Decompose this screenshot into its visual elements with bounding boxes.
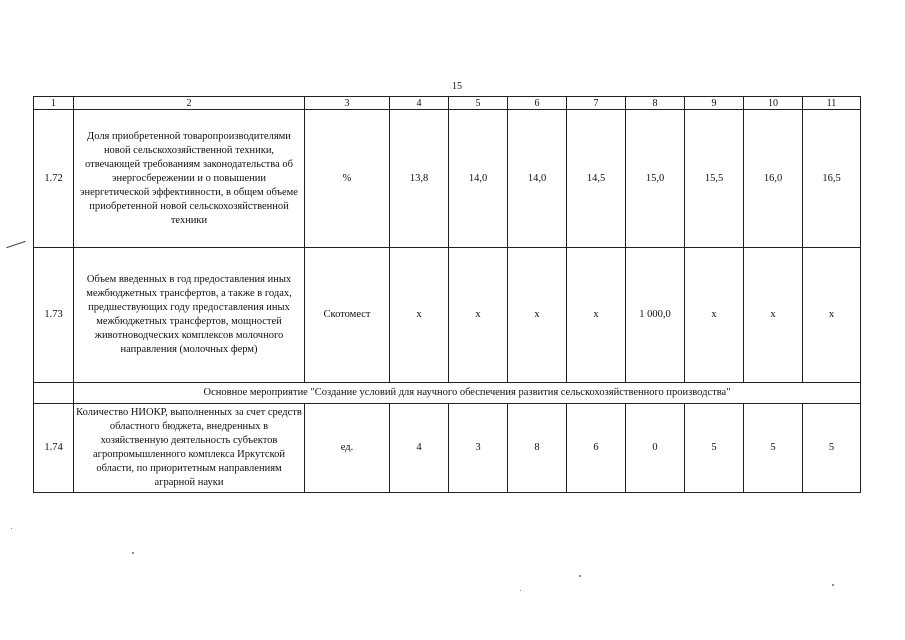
row-number: 1.73 (34, 248, 74, 383)
scan-speck (11, 528, 12, 529)
page-number: 15 (452, 81, 462, 92)
value-cell: 15,0 (626, 110, 685, 248)
unit-cell: ед. (305, 404, 390, 493)
value-cell: 5 (685, 404, 744, 493)
indicator-name: Количество НИОКР, выполненных за счет средств областного бюджета, внедренных в хозяйственную деятельность субъектов агропромышленного комплекса Иркутской области, по приоритетным направлениям аграрной науки (74, 404, 305, 493)
value-cell: 16,0 (744, 110, 803, 248)
indicator-name: Доля приобретенной товаропроизводителями новой сельскохозяйственной техники, отвечающей требованиям законодательства об энергосбережении и о повышении энергетической эффективности, в общем объеме приобретенной новой сельскохозяйственной техники (74, 110, 305, 248)
row-number: 1.72 (34, 110, 74, 248)
value-cell: х (508, 248, 567, 383)
value-cell: 4 (390, 404, 449, 493)
value-cell: 14,0 (508, 110, 567, 248)
header-cell: 3 (305, 97, 390, 110)
table-row (34, 248, 861, 383)
value-cell: х (803, 248, 861, 383)
indicators-table (33, 96, 861, 493)
header-cell: 6 (508, 97, 567, 110)
value-cell: 8 (508, 404, 567, 493)
scan-speck (832, 584, 834, 586)
value-cell: 5 (744, 404, 803, 493)
header-cell: 1 (34, 97, 74, 110)
scan-speck (579, 575, 581, 577)
value-cell: 1 000,0 (626, 248, 685, 383)
header-cell: 9 (685, 97, 744, 110)
scan-speck (132, 552, 134, 554)
header-cell: 10 (744, 97, 803, 110)
value-cell: 0 (626, 404, 685, 493)
header-cell: 4 (390, 97, 449, 110)
value-cell: х (449, 248, 508, 383)
indicator-name: Объем введенных в год предоставления иных межбюджетных трансфертов, а также в годах, предшествующих году предоставления иных межбюджетных трансфертов, мощностей животноводческих комплексов молочного направления (молочных ферм) (74, 248, 305, 383)
row-number: 1.74 (34, 404, 74, 493)
value-cell: 15,5 (685, 110, 744, 248)
unit-cell: % (305, 110, 390, 248)
table-row (34, 404, 861, 493)
section-title: Основное мероприятие "Создание условий для научного обеспечения развития сельскохозяйственного производства" (74, 383, 861, 404)
value-cell: 16,5 (803, 110, 861, 248)
unit-cell: Скотомест (305, 248, 390, 383)
value-cell: х (685, 248, 744, 383)
header-cell: 11 (803, 97, 861, 110)
value-cell: х (390, 248, 449, 383)
value-cell: х (744, 248, 803, 383)
value-cell: 13,8 (390, 110, 449, 248)
header-cell: 7 (567, 97, 626, 110)
value-cell: 5 (803, 404, 861, 493)
scan-speck (520, 590, 521, 591)
header-cell: 5 (449, 97, 508, 110)
value-cell: 6 (567, 404, 626, 493)
scan-mark (6, 241, 25, 248)
value-cell: 3 (449, 404, 508, 493)
table-header-row (34, 97, 861, 110)
value-cell: 14,5 (567, 110, 626, 248)
value-cell: 14,0 (449, 110, 508, 248)
header-cell: 8 (626, 97, 685, 110)
section-number-cell (34, 383, 74, 404)
header-cell: 2 (74, 97, 305, 110)
table-row (34, 110, 861, 248)
value-cell: х (567, 248, 626, 383)
section-row (34, 383, 861, 404)
